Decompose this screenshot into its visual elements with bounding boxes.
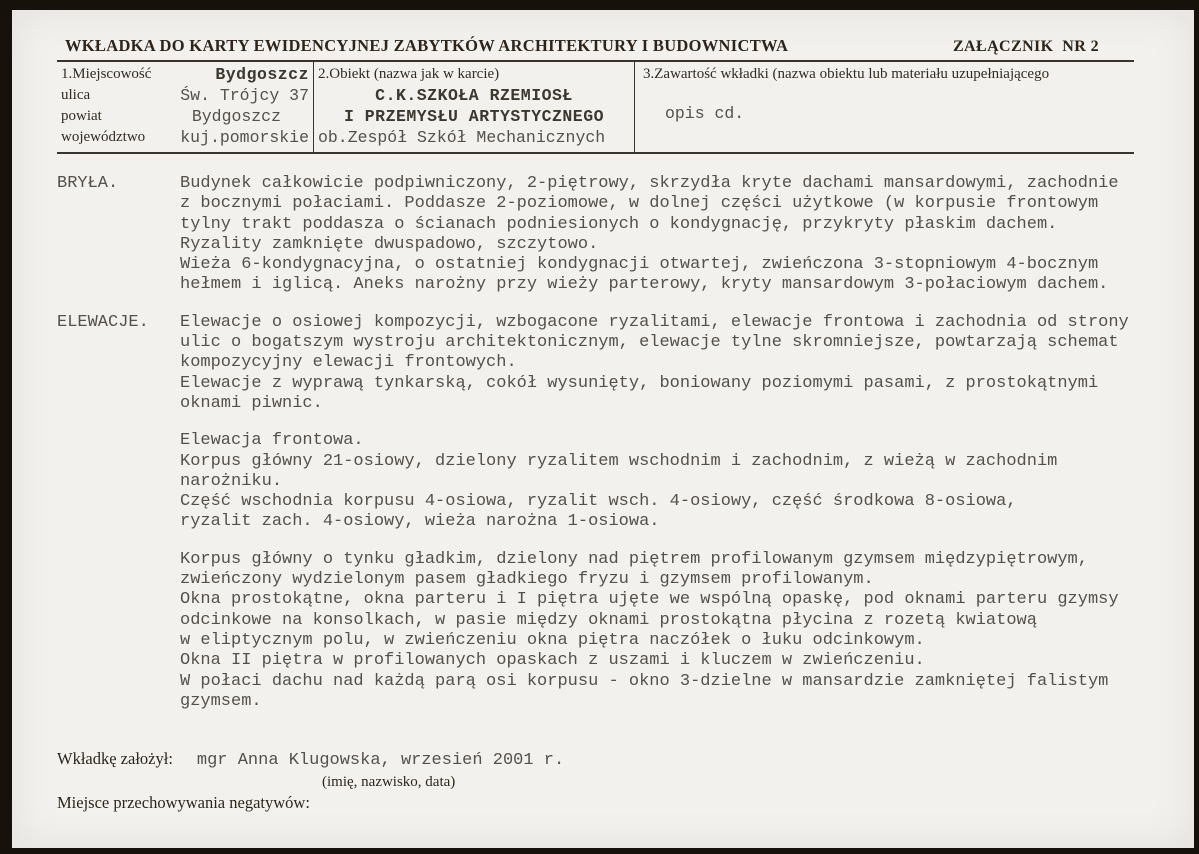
- field-value: kuj.pomorskie: [180, 128, 309, 147]
- contents-cell: [635, 62, 1134, 152]
- page-content: [12, 10, 1194, 814]
- text-line: oknami piwnic.: [180, 393, 323, 413]
- field-miejscowosc: [61, 64, 309, 85]
- object-name-line1: C.K.SZKOŁA RZEMIOSŁ: [375, 86, 573, 105]
- text-line: Wieża 6-kondygnacyjna, o ostatniej kondygnacji otwartej, zwieńczona 3-stopniowym 4-bocznym: [180, 255, 1099, 275]
- text-line: Część wschodnia korpusu 4-osiowa, ryzalit wsch. 4-osiowy, część środkowa 8-osiowa,: [180, 492, 1017, 512]
- field-value: Bydgoszcz: [191, 107, 281, 126]
- text-line: w eliptycznym polu, w zwieńczeniu okna piętra naczółek o łuku odcinkowym.: [180, 630, 925, 650]
- document-page: [12, 10, 1194, 848]
- object-cell: [313, 62, 635, 152]
- field-value: Św. Trójcy 37: [180, 86, 309, 105]
- author-label: Wkładkę założył:: [57, 749, 173, 769]
- text-line: Elewacje o osiowej kompozycji, wzbogacone ryzalitami, elewacje frontowa i zachodnia od strony: [180, 312, 1129, 332]
- field-label: ulica: [61, 87, 91, 103]
- section-lines: [180, 174, 1134, 296]
- document-footer: [57, 748, 1134, 814]
- section-bryla: [57, 174, 1134, 296]
- text-line: Elewacja frontowa.: [180, 431, 364, 451]
- text-line: W połaci dachu nad każdą parą osi korpusu - okno 3-dzielne w mansardzie zamkniętej falistym: [180, 671, 1109, 691]
- object-label: 2.Obiekt (nazwa jak w karcie): [318, 66, 500, 82]
- text-line: Okna II piętra w profilowanych opaskach z uszami i kluczem w zwieńczeniu.: [180, 651, 925, 671]
- text-line: narożniku.: [180, 471, 283, 491]
- field-label: 1.Miejscowość: [61, 66, 152, 82]
- section-lines: [180, 313, 1134, 414]
- document-header: [57, 36, 1134, 56]
- text-line: hełmem i iglicą. Aneks narożny przy wieży parterowy, kryty mansardowym 3-połaciowym dachem.: [180, 275, 1109, 295]
- field-label: województwo: [61, 129, 146, 145]
- author-note: (imię, nazwisko, data): [322, 774, 456, 791]
- section-korpus-detale: [57, 550, 1134, 712]
- section-heading: ELEWACJE.: [57, 312, 149, 332]
- field-ulica: [61, 85, 309, 106]
- identification-table: [57, 60, 1134, 154]
- negatives-label: Miejsce przechowywania negatywów:: [57, 793, 310, 813]
- text-line: tylny trakt poddasza o ścianach podniesionych o kondygnację, przykryty płaskim dachem.: [180, 214, 1058, 234]
- text-line: odcinkowe na konsolkach, w pasie między oknami prostokątna płycina z rozetą kwiatową: [180, 610, 1037, 630]
- annex-label: ZAŁĄCZNIK NR 2: [952, 38, 1099, 55]
- text-line: Korpus główny o tynku gładkim, dzielony nad piętrem profilowanym gzymsem międzypiętrowym,: [180, 549, 1088, 569]
- text-line: zwieńczony wydzielonym pasem gładkiego fryzu i gzymsem profilowanym.: [180, 570, 874, 590]
- text-line: gzymsem.: [180, 691, 262, 711]
- section-heading: [57, 550, 180, 712]
- section-elewacje: [57, 313, 1134, 414]
- text-line: Ryzality zamknięte dwuspadowo, szczytowo.: [180, 234, 599, 254]
- object-current-name: ob.Zespół Szkół Mechanicznych: [318, 128, 606, 147]
- text-line: ryzalit zach. 4-osiowy, wieża narożna 1-osiowa.: [180, 512, 660, 532]
- text-line: Okna prostokątne, okna parteru i I piętra ujęte we wspólną opaskę, pod oknami parteru gzymsy: [180, 590, 1119, 610]
- text-line: Korpus główny 21-osiowy, dzielony ryzalitem wschodnim i zachodnim, z wieżą w zachodnim: [180, 451, 1058, 471]
- author-value: mgr Anna Klugowska, wrzesień 2001 r.: [196, 751, 565, 771]
- field-label: powiat: [61, 108, 102, 124]
- section-heading: [57, 431, 180, 532]
- contents-label: 3.Zawartość wkładki (nazwa obiektu lub materiału uzupełniającego: [643, 66, 1050, 82]
- description-body: [57, 174, 1134, 712]
- section-elewacja-frontowa: [57, 431, 1134, 532]
- text-line: Budynek całkowicie podpiwniczony, 2-piętrowy, skrzydła kryte dachami mansardowymi, zachodnie: [180, 174, 1119, 193]
- field-powiat: [61, 106, 309, 127]
- page-title: WKŁADKA DO KARTY EWIDENCYJNEJ ZABYTKÓW ARCHITEKTURY I BUDOWNICTWA: [65, 36, 789, 55]
- section-heading: BRYŁA.: [57, 174, 119, 193]
- contents-value: opis cd.: [665, 104, 745, 123]
- section-lines: [180, 431, 1134, 532]
- text-line: ulic o bogatszym wystroju architektonicznym, elewacje tylne skromniejsze, powtarzają schemat: [180, 333, 1119, 353]
- location-cell: [57, 62, 313, 152]
- author-row: [57, 748, 1134, 772]
- text-line: Elewacje z wyprawą tynkarską, cokół wysunięty, boniowany poziomymi pasami, z prostokątnymi: [180, 373, 1099, 393]
- field-value: Bydgoszcz: [215, 65, 309, 84]
- object-name-line2: I PRZEMYSŁU ARTYSTYCZNEGO: [343, 107, 605, 126]
- field-wojewodztwo: [61, 127, 309, 148]
- text-line: kompozycyjny elewacji frontowych.: [180, 353, 517, 373]
- text-line: z bocznymi połaciami. Poddasze 2-poziomowe, w dolnej części użytkowe (w korpusie frontowym: [180, 194, 1099, 214]
- section-lines: [180, 550, 1134, 712]
